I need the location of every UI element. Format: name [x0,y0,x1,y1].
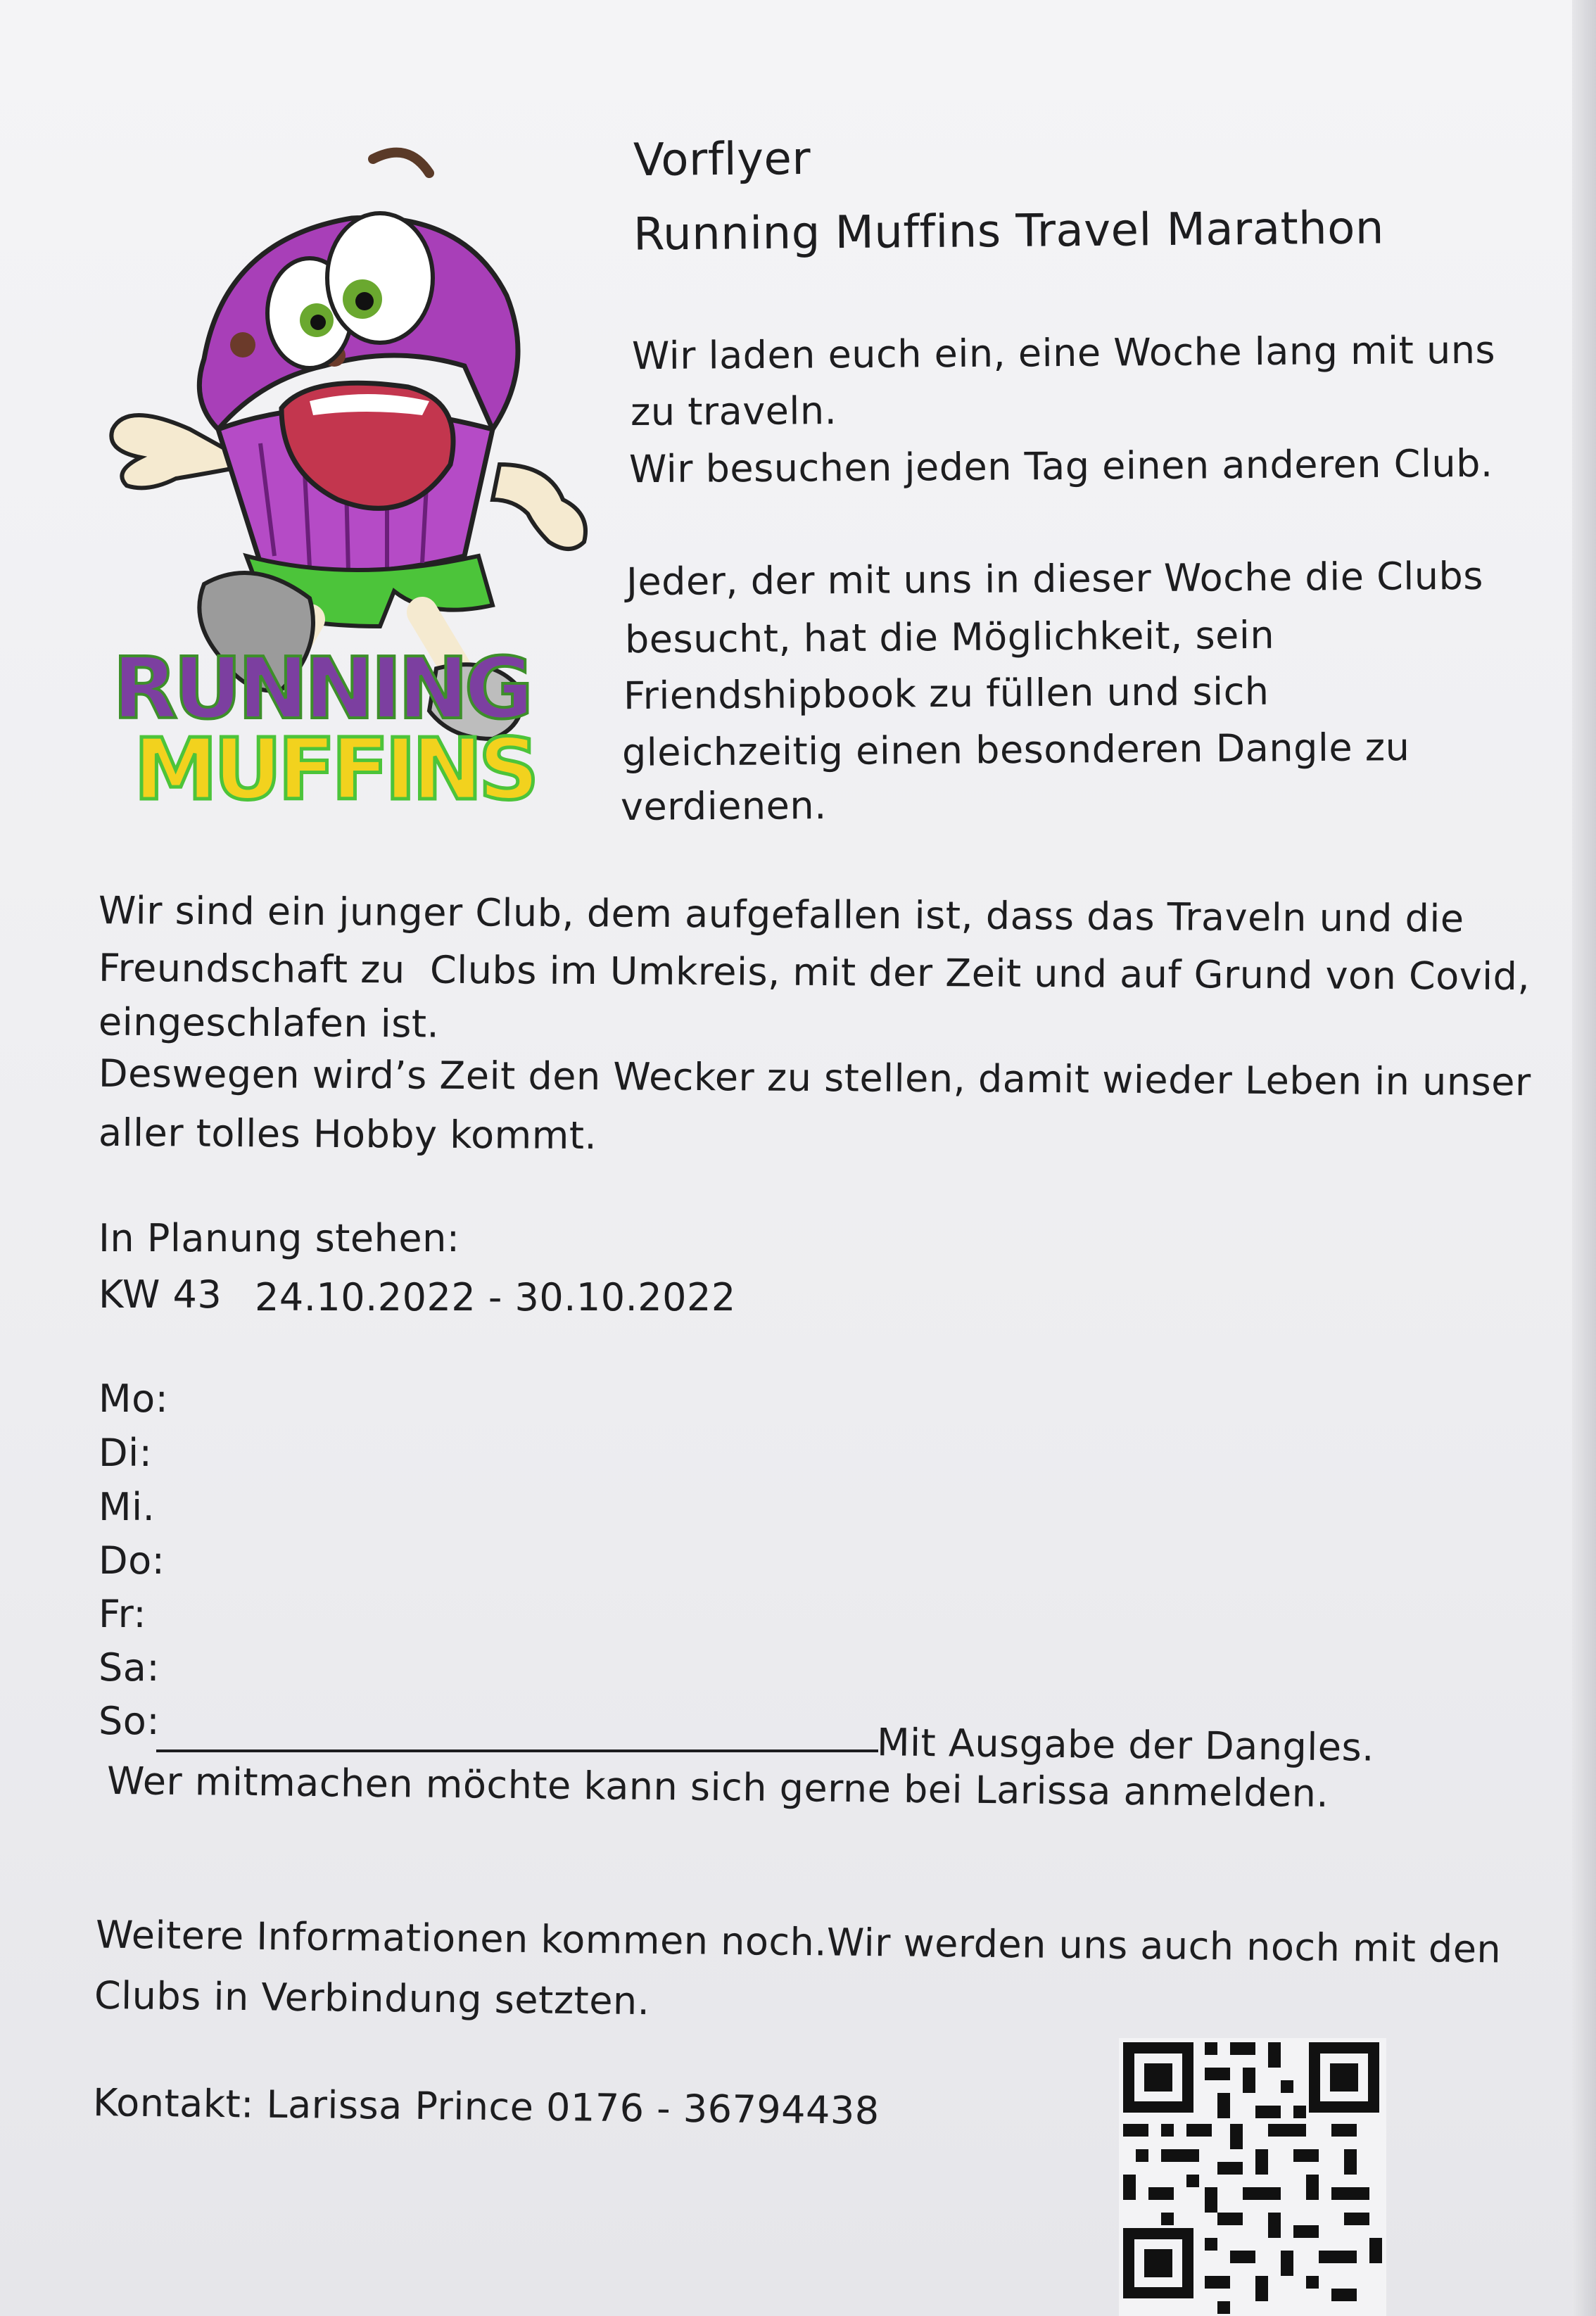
qr-code-icon[interactable] [1119,2038,1386,2316]
planning-dates: 24.10.2022 - 30.10.2022 [255,1275,736,1320]
intro-line: zu traveln. [630,388,837,435]
intro-line: verdienen. [620,783,827,830]
body-line: eingeschlafen ist. [98,999,440,1046]
day-thursday: Do: [99,1538,165,1583]
intro-line: gleichzeitig einen besonderen Dangle zu [621,725,1410,775]
intro-line: besucht, hat die Möglichkeit, sein [624,612,1275,662]
body-line: Wir sind ein junger Club, dem aufgefallen ist, dass das Traveln und die [98,888,1464,941]
day-monday: Mo: [99,1377,169,1421]
signup-note: Wer mitmachen möchte kann sich gerne bei Larissa anmelden. [106,1758,1329,1816]
body-line: aller tolles Hobby kommt. [98,1110,597,1158]
day-saturday: Sa: [99,1645,160,1690]
page-edge-shadow [1572,0,1596,2316]
body-line: Deswegen wird’s Zeit den Wecker zu stellen, damit wieder Leben in unser [98,1051,1531,1105]
intro-line: Wir besuchen jeden Tag einen anderen Club. [628,441,1493,492]
flyer-title-line1: Vorflyer [633,132,811,187]
body-line: Freundschaft zu Clubs im Umkreis, mit der Zeit und auf Grund von Covid, [98,945,1531,999]
info-line: Clubs in Verbindung setzten. [94,1973,650,2024]
logo-wordmark-bottom: MUFFINS [134,721,536,809]
contact-info: Kontakt: Larissa Prince 0176 - 36794438 [92,2080,880,2133]
day-sunday: So: [99,1699,160,1743]
dangles-note: Mit Ausgabe der Dangles. [876,1720,1375,1770]
day-friday: Fr: [99,1592,147,1636]
logo-wordmark-top: RUNNING [113,640,530,738]
day-tuesday: Di: [99,1431,153,1475]
flyer-title-line2: Running Muffins Travel Marathon [633,202,1385,261]
intro-line: Wir laden euch ein, eine Woche lang mit uns [631,327,1496,379]
intro-line: Jeder, der mit uns in dieser Woche die Clubs [626,553,1484,605]
planning-week: KW 43 [99,1272,222,1317]
planning-heading: In Planung stehen: [99,1216,460,1260]
running-muffin-mascot-icon [99,134,605,809]
intro-line: Friendshipbook zu füllen und sich [623,669,1269,719]
fill-in-line [156,1749,878,1752]
info-line: Weitere Informationen kommen noch.Wir werden uns auch noch mit den [95,1912,1502,1972]
day-wednesday: Mi. [99,1485,156,1529]
